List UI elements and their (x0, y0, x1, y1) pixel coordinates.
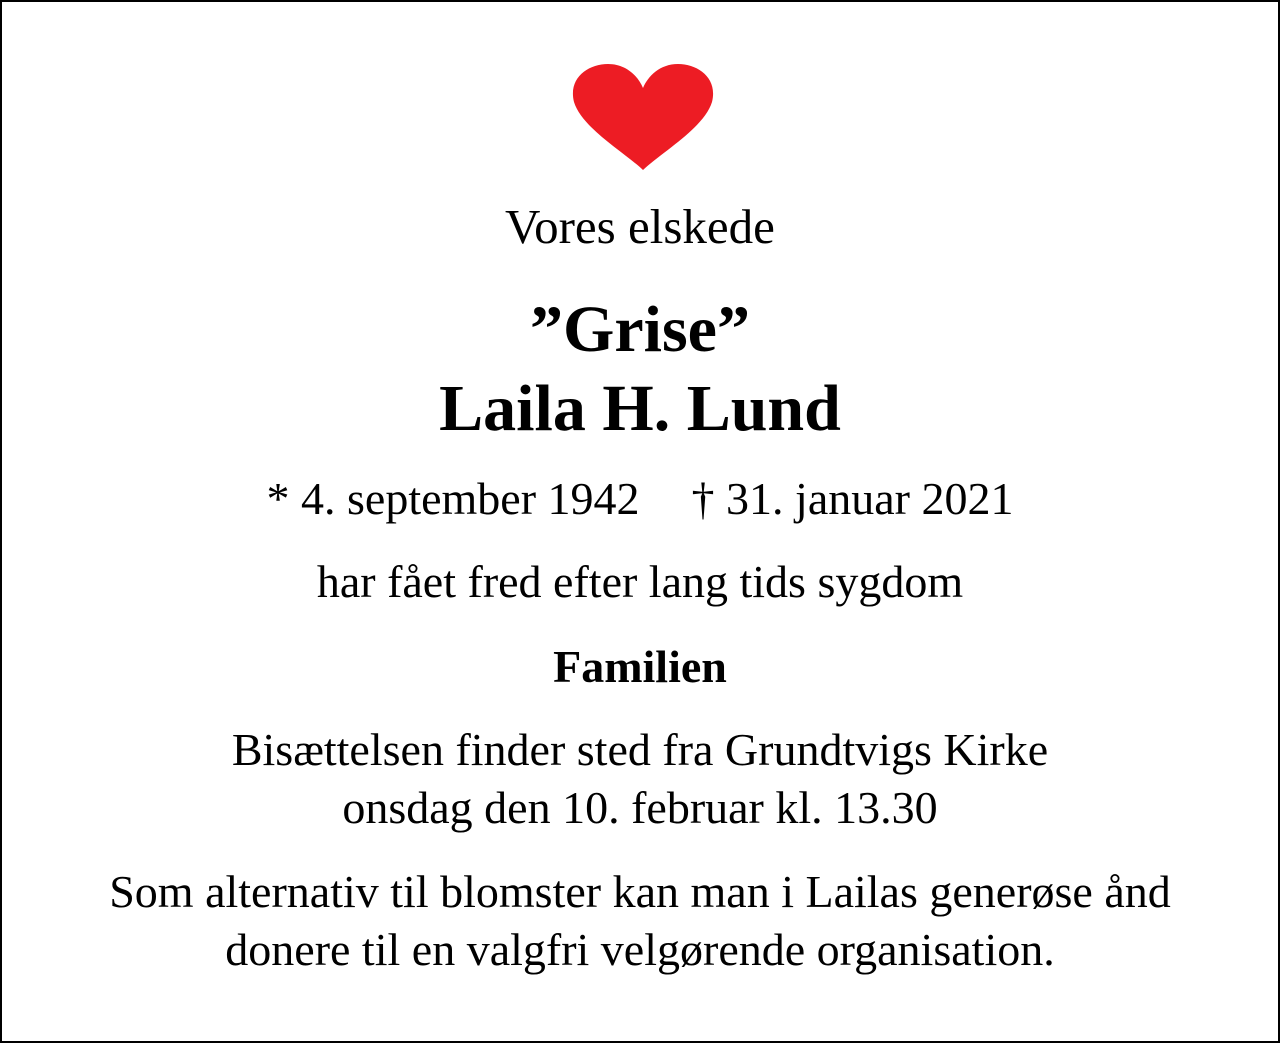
funeral-info-line: Bisættelsen finder sted fra Grundtvigs Kirke (231, 724, 1049, 775)
life-dates (2, 471, 1278, 527)
death-date: † 31. januar 2021 (691, 473, 1014, 524)
intro-text: Vores elskede (505, 199, 775, 254)
message-text: har fået fred efter lang tids sygdom (316, 556, 964, 607)
birth-date: * 4. september 1942 (266, 473, 640, 524)
heart-icon (572, 64, 714, 170)
donation-info-line-2: donere til en valgfri velgørende organisation. (225, 924, 1055, 975)
deceased-name: Laila H. Lund (439, 372, 841, 445)
donation-info-line: Som alternativ til blomster kan man i Lailas generøse ånd (109, 866, 1171, 917)
nickname: ”Grise” (530, 293, 750, 366)
funeral-time-line: onsdag den 10. februar kl. 13.30 (342, 782, 938, 833)
signature: Familien (553, 641, 727, 692)
